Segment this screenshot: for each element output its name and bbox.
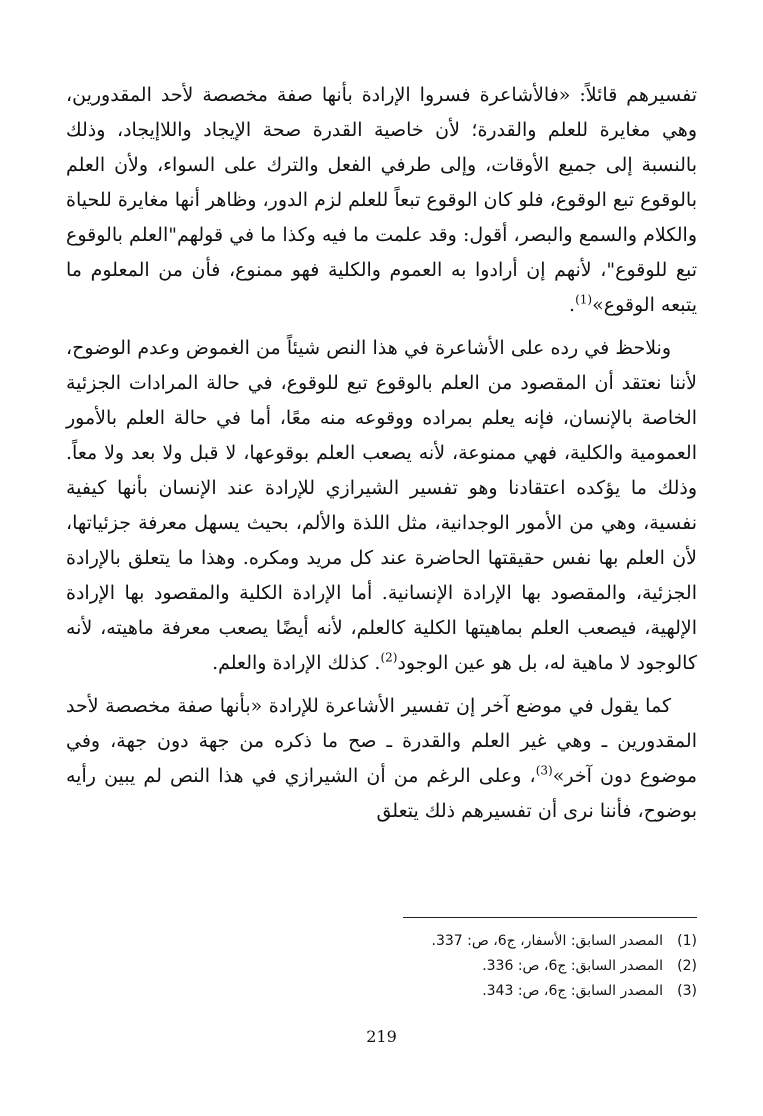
footnote-item — [66, 954, 697, 979]
footnote-item — [66, 979, 697, 1004]
footnote-divider — [403, 917, 697, 918]
paragraph-3-tail: ، وعلى الرغم من أن الشيرازي في هذا النص لم يبين رأيه بوضوح، فأننا نرى أن تفسيرهم ذلك يتعلق — [66, 765, 697, 822]
paragraph-2-text: ونلاحظ في رده على الأشاعرة في هذا النص شيئاً من الغموض وعدم الوضوح، لأننا نعتقد أن المقصود من العلم بالوقوع تبع للوقوع، في حالة المرادات الجزئية الخاصة بالإنسان، فإنه يعلم بمراده ووقوعه منه معًا، أما في حالة العلم بالأمور العمومية والكلية، فهي ممنوعة، لأنه يصعب العلم بوقوعها، لا قبل ولا بعد ولا معاً. وذلك ما يؤكده اعتقادنا وهو تفسير الشيرازي للإرادة عند الإنسان بأنها كيفية نفسية، وهي من الأمور الوجدانية، مثل اللذة والألم، بحيث يسهل معرفة جزئياتها، لأن العلم بها نفس حقيقتها الحاضرة عند كل مريد ومكره. وهذا ما يتعلق بالإرادة الجزئية، والمقصود بها الإرادة الإنسانية. أما الإرادة الكلية والمقصود بها الإرادة الإلهية، فيصعب العلم بماهيتها الكلية كالعلم، لأنه أيضًا يصعب معرفة ماهيته، لأنه كالوجود لا ماهية له، بل هو عين الوجود — [66, 337, 697, 674]
paragraph-3 — [66, 689, 697, 829]
footnote-number: (1) — [677, 933, 697, 949]
footnote-number: (3) — [677, 983, 697, 999]
page-body — [66, 78, 697, 829]
paragraph-1-tail: . — [569, 294, 576, 316]
page-number: 219 — [366, 1027, 397, 1046]
footnote-ref-1[interactable]: (1) — [575, 292, 593, 307]
paragraph-1 — [66, 78, 697, 323]
footnote-ref-2[interactable]: (2) — [380, 650, 398, 665]
paragraph-2-tail: . كذلك الإرادة والعلم. — [212, 652, 381, 674]
footnote-number: (2) — [677, 958, 697, 974]
paragraph-3-text: كما يقول في موضع آخر إن تفسير الأشاعرة للإرادة «بأنها صفة مخصصة لأحد المقدورين ـ وهي غير العلم والقدرة ـ صح ما ذكره من جهة دون جهة، وفي موضوع دون آخر» — [66, 695, 697, 787]
footnote-text: المصدر السابق: الأسفار، ج6، ص: 337. — [431, 933, 663, 949]
footnote-list — [66, 929, 697, 1004]
footnote-text: المصدر السابق: ج6، ص: 343. — [482, 983, 663, 999]
paragraph-1-text: تفسيرهم قائلاً: «فالأشاعرة فسروا الإرادة بأنها صفة مخصصة لأحد المقدورين، وهي مغايرة للعلم والقدرة؛ لأن خاصية القدرة صحة الإيجاد واللاإيجاد، وذلك بالنسبة إلى جميع الأوقات، وإلى طرفي الفعل والترك على السواء، ولأن العلم بالوقوع تبع الوقوع، فلو كان الوقوع تبعاً للعلم لزم الدور، وظاهر أنها مغايرة للحياة والكلام والسمع والبصر، أقول: وقد علمت ما فيه وكذا ما في قولهم"العلم بالوقوع تبع للوقوع"، لأنهم إن أرادوا به العموم والكلية فهو ممنوع، فأن من المعلوم ما يتبعه الوقوع» — [65, 84, 697, 316]
paragraph-2 — [66, 331, 697, 681]
footnote-ref-3[interactable]: (3) — [535, 763, 553, 778]
footnote-item — [66, 929, 697, 954]
footnote-text: المصدر السابق: ج6، ص: 336. — [482, 958, 663, 974]
